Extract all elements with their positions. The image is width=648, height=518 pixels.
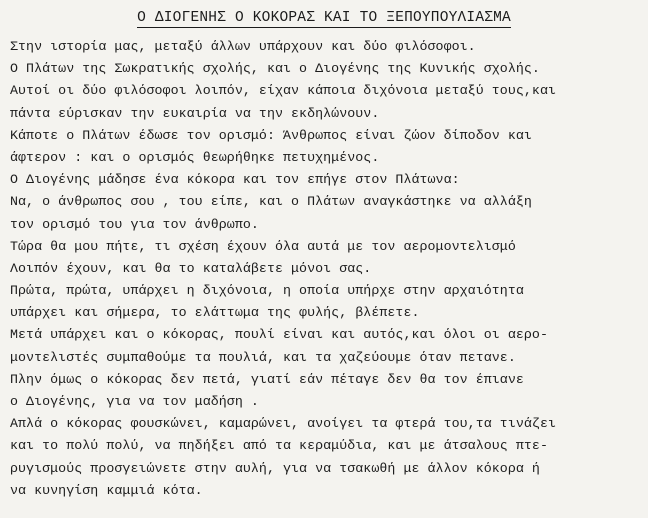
text-line-8: Να, ο άνθρωπος σου , του είπε, και ο Πλάτων αναγκάστηκε να αλλάξη <box>10 194 532 210</box>
text-line-12: Πρώτα, πρώτα, υπάρχει η διχόνοια, η οποία υπήρχε στην αρχαιότητα <box>10 283 524 299</box>
text-line-15: μοντελιστές συμπαθούμε τα πουλιά, και τα χαζεύουμε όταν πετανε. <box>10 349 516 365</box>
text-line-21: να κυνηγίση καμμιά κότα. <box>10 482 203 498</box>
text-line-2: Ο Πλάτων της Σωκρατικής σχολής, και ο Διογένης της Κυνικής σχολής. <box>10 61 540 77</box>
text-line-20: ρυγισμούς προσγειώνετε στην αυλή, για να τσακωθή με άλλον κόκορα ή <box>10 460 540 476</box>
text-line-10: Τώρα θα μου πήτε, τι σχέση έχουν όλα αυτά με τον αερομοντελισμό <box>10 238 516 254</box>
text-line-18: Απλά ο κόκορας φουσκώνει, καμαρώνει, ανοίγει τα φτερά του,τα τινάζει <box>10 416 557 432</box>
text-line-1: Στην ιστορία μας, μεταξύ άλλων υπάρχουν και δύο φιλόσοφοι. <box>10 39 476 54</box>
text-line-19: και το πολύ πολύ, να πηδήξει από τα κεραμύδια, και με άτσαλους πτε- <box>10 438 548 454</box>
text-line-17: ο Διογένης, για να τον μαδήση . <box>10 394 259 409</box>
document-title <box>0 9 648 27</box>
text-line-4: πάντα εύρισκαν την ευκαιρία να την εκδηλώνουν. <box>10 105 380 121</box>
document-title-text: Ο ΔΙΟΓΕΝΗΣ Ο ΚΟΚΟΡΑΣ ΚΑΙ ΤΟ ΞΕΠΟΥΠΟΥΛΙΑΣΜΑ <box>137 10 511 26</box>
document-body <box>10 36 642 502</box>
text-line-7: Ο Διογένης μάδησε ένα κόκορα και τον επήγε στον Πλάτωνα: <box>10 172 460 188</box>
text-line-6: άφτερον : και ο ορισμός θεωρήθηκε πετυχημένος. <box>10 149 380 165</box>
text-line-3: Αυτοί οι δύο φιλόσοφοι λοιπόν, είχαν κάποια διχόνοια μεταξύ τους,και <box>10 83 557 99</box>
text-line-14: Μετά υπάρχει και ο κόκορας, πουλί είναι και αυτός,και όλοι οι αερο- <box>10 327 548 343</box>
text-line-9: τον ορισμό του για τον άνθρωπο. <box>10 216 259 232</box>
text-line-13: υπάρχει και σήμερα, το ελάττωμα της φυλής, βλέπετε. <box>10 305 420 321</box>
text-line-5: Κάποτε ο Πλάτων έδωσε τον ορισμό: Άνθρωπος είναι ζώον δίποδον και <box>10 127 532 143</box>
text-line-11: Λοιπόν έχουν, και θα το καταλάβετε μόνοι σας. <box>10 260 372 276</box>
text-line-16: Πλην όμως ο κόκορας δεν πετά, γιατί εάν πέταγε δεν θα τον έπιανε <box>10 371 524 387</box>
